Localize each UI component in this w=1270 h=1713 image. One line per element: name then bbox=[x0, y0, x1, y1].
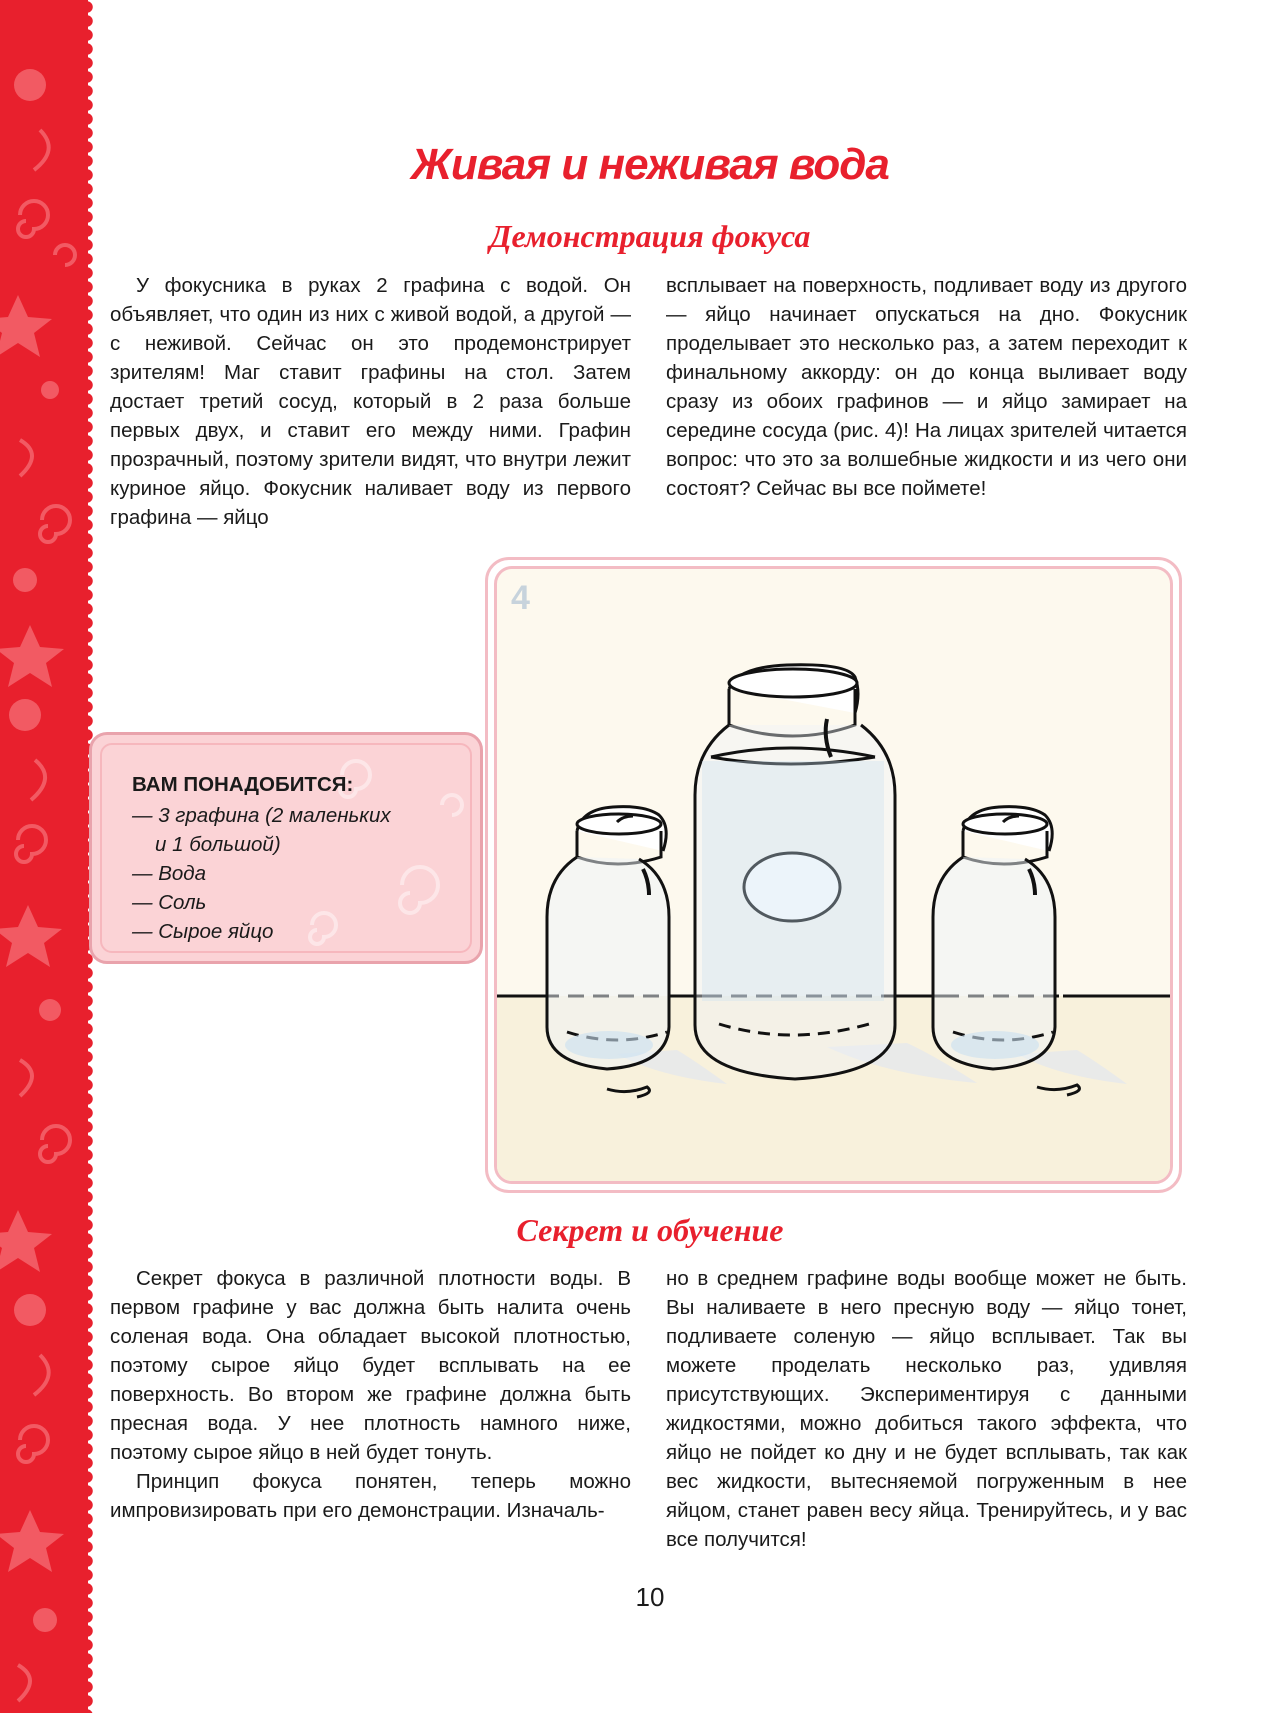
section-heading-secret: Секрет и обучение bbox=[516, 1212, 784, 1248]
figure-4-frame bbox=[485, 557, 1182, 1193]
materials-item: и 1 большой) bbox=[155, 833, 281, 856]
materials-title: ВАМ ПОНАДОБИТСЯ: bbox=[132, 773, 354, 796]
three-jars-drawing bbox=[497, 569, 1173, 1184]
secret-column-left bbox=[110, 1264, 631, 1525]
figure-number: 4 bbox=[511, 579, 530, 617]
materials-item: — Соль bbox=[132, 891, 207, 914]
demonstration-column-right bbox=[666, 271, 1187, 503]
demonstration-column-left bbox=[110, 271, 631, 532]
secret-paragraph: Принцип фокуса понятен, теперь можно импровизировать при его демонстрации. Изначаль- bbox=[110, 1470, 631, 1522]
materials-item: — Вода bbox=[132, 862, 207, 885]
sidebar-pattern bbox=[0, 0, 88, 1713]
page-number: 10 bbox=[635, 1582, 665, 1612]
demonstration-paragraph: У фокусника в руках 2 графина с водой. Он объявляет, что один из них с живой водой, а другой — с неживой. Сейчас он это продемонстрирует зрителям! Маг ставит графины на стол. Затем достает третий сосуд, который в 2 раза больше первых двух, и ставит его между ними. Графин прозрачный, поэтому зрители видят, что внутри лежит куриное яйцо. Фокусник наливает воду из первого графина — яйцо bbox=[110, 274, 631, 529]
materials-item: — Сырое яйцо bbox=[132, 920, 274, 943]
secret-column-right bbox=[666, 1264, 1187, 1554]
materials-item: — 3 графина (2 маленьких bbox=[132, 804, 391, 827]
secret-paragraph: Секрет фокуса в различной плотности воды. В первом графине у вас должна быть налита очень соленая вода. Она обладает высокой плотностью, поэтому сырое яйцо будет всплывать на ее поверхность. Во втором же графине должна быть пресная вода. У нее плотность намного ниже, поэтому сырое яйцо в ней будет тонуть. bbox=[110, 1267, 631, 1464]
materials-list bbox=[132, 801, 391, 946]
secret-paragraph-continued: но в среднем графине воды вообще может не быть. Вы наливаете в него пресную воду — яйцо тонет, подливаете соленую — яйцо всплывает. Так вы можете проделать несколько раз, удивляя присутствующих. Экспериментируя с данными жидкостями, можно добиться такого эффекта, что яйцо не пойдет ко дну и не будет всплывать, так как вес жидкости, вытесняемой погруженным в нее яйцом, станет равен весу яйца. Тренируйтесь, и у вас все получится! bbox=[666, 1267, 1187, 1551]
demonstration-paragraph-continued: всплывает на поверхность, подливает воду из другого — яйцо начинает опускаться на дно. Фокусник проделывает это несколько раз, а затем переходит к финальному аккорду: он до конца выливает воду сразу из обоих графинов — и яйцо замирает на середине сосуда (рис. 4)! На лицах зрителей читается вопрос: что это за волшебные жидкости и из чего они состоят? Сейчас вы все поймете! bbox=[666, 274, 1187, 500]
decorative-sidebar bbox=[0, 0, 88, 1713]
materials-box bbox=[89, 732, 483, 964]
page-title: Живая и неживая вода bbox=[411, 140, 889, 189]
section-heading-demonstration: Демонстрация фокуса bbox=[489, 218, 811, 254]
figure-4-illustration bbox=[494, 566, 1173, 1184]
